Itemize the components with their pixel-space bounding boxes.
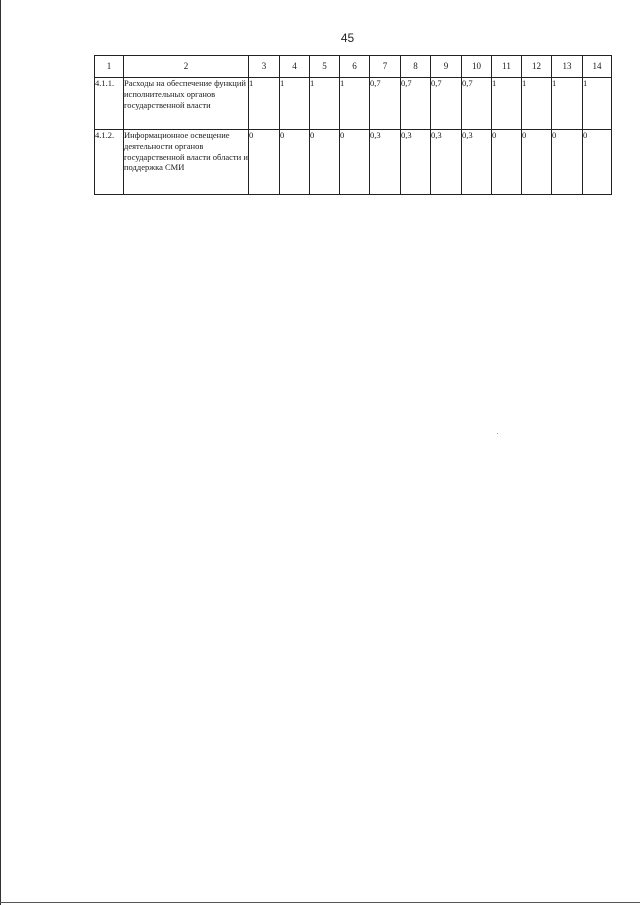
value-cell: 1 <box>552 78 583 130</box>
value-cell: 0 <box>522 130 552 195</box>
value-cell: 0 <box>552 130 583 195</box>
value-cell: 1 <box>310 78 340 130</box>
column-header: 1 <box>95 56 124 78</box>
row-description: Информационное освещение деятельности органов государственной власти области и поддержка СМИ <box>124 130 249 195</box>
column-header: 12 <box>522 56 552 78</box>
row-code: 4.1.2. <box>95 130 124 195</box>
column-header: 11 <box>492 56 522 78</box>
value-cell: 0 <box>249 130 280 195</box>
column-header: 9 <box>431 56 462 78</box>
value-cell: 1 <box>522 78 552 130</box>
value-cell: 0 <box>280 130 310 195</box>
value-cell: 0,7 <box>370 78 401 130</box>
column-header: 5 <box>310 56 340 78</box>
row-code: 4.1.1. <box>95 78 124 130</box>
scan-speck <box>497 433 498 434</box>
value-cell: 1 <box>492 78 522 130</box>
value-cell: 0 <box>310 130 340 195</box>
value-cell: 0 <box>340 130 370 195</box>
column-header: 3 <box>249 56 280 78</box>
value-cell: 0,3 <box>462 130 492 195</box>
value-cell: 0,3 <box>370 130 401 195</box>
table-header-row <box>95 56 612 78</box>
column-header: 8 <box>401 56 431 78</box>
table-row <box>95 130 612 195</box>
value-cell: 1 <box>249 78 280 130</box>
scan-edge-left <box>0 0 1 905</box>
value-cell: 1 <box>280 78 310 130</box>
column-header: 10 <box>462 56 492 78</box>
value-cell: 0 <box>492 130 522 195</box>
value-cell: 0 <box>583 130 612 195</box>
value-cell: 0,7 <box>431 78 462 130</box>
value-cell: 1 <box>583 78 612 130</box>
column-header: 7 <box>370 56 401 78</box>
value-cell: 0,7 <box>462 78 492 130</box>
column-header: 14 <box>583 56 612 78</box>
page-number: 45 <box>340 31 355 45</box>
table-row <box>95 78 612 130</box>
data-table <box>94 55 612 195</box>
column-header: 4 <box>280 56 310 78</box>
row-description: Расходы на обеспечение функций исполнительных органов государственной власти <box>124 78 249 130</box>
column-header: 6 <box>340 56 370 78</box>
value-cell: 0,7 <box>401 78 431 130</box>
value-cell: 0,3 <box>401 130 431 195</box>
value-cell: 1 <box>340 78 370 130</box>
column-header: 13 <box>552 56 583 78</box>
column-header: 2 <box>124 56 249 78</box>
value-cell: 0,3 <box>431 130 462 195</box>
scan-edge-bottom <box>0 902 640 903</box>
